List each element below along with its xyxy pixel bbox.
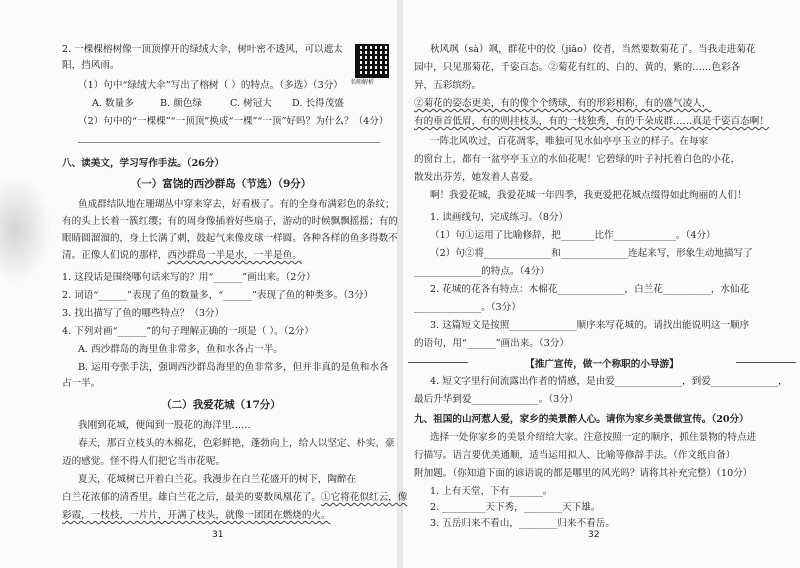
passage2-underlined-c: ②菊花的姿态更美，有的像个个绣球，有的形彩相称，有的盛气凌人， — [414, 98, 712, 109]
passage2-cont-line: 园中，只见那菊花，千姿百态。②菊花有红的、白的、黄的、紫的……色彩各 — [414, 62, 741, 73]
passage2-underlined-a: ①它将花似红云，像 — [321, 492, 408, 503]
passage2-cont-line: 一阵北风吹过，百花凋零，唯独可见水仙亭亭玉立的样子。在每家 — [430, 136, 709, 147]
passage2-q1-part1: （1）句①运用了比喻修辞，把_______比作_____________。（4分） — [430, 230, 716, 241]
passage2-q2: 2. 花城的花各有特点：木棉花______________，白兰花__________，水仙花 — [430, 284, 750, 295]
passage1-line: 有的头上长着一簇红缨；有的周身像插着好些扇子，游动的时候飘飘摇摇；有的 — [62, 216, 398, 227]
q2-option-a: A. 数量多 — [92, 98, 134, 109]
extra-item-1: 1. 上有天堂，下有_______。 — [430, 486, 553, 497]
passage2-text: 白兰花浓郁的清香里。雄白兰花之后，最美的要数凤凰花了。 — [62, 492, 322, 503]
passage2-cont-line: 的窗台上，都有一盆亭亭玉立的水仙花呢！它碧绿的叶子衬托着白色的小花， — [414, 154, 741, 165]
passage2-line: 春天，那百立枝头的木棉花，色彩鲜艳，蓬勃向上，给人以坚定、朴实、豪 — [78, 438, 395, 449]
q2-part2: （2）句中的“一棵棵”“一顶顶”换成“一棵”“一顶”好吗？为什么？（4分） — [78, 116, 389, 127]
extra-heading: 附加题。（你知道下面的谚语说的都是哪里的风光吗？请将其补充完整）（10分） — [414, 468, 753, 479]
extra-item-2: 2. _________天下秀，________天下雄。 — [430, 502, 601, 513]
q2-part1: （1）句中“绿绒大伞”写出了榕树（ ）的特点。（多选）（3分） — [78, 80, 343, 91]
passage2-q3: 3. 这篇短文是按照______________顺序来写花城的。请找出能说明这一顺序 — [430, 320, 750, 331]
passage1-line — [62, 250, 302, 262]
passage2-cont-line: 异，五彩缤纷。 — [414, 80, 482, 91]
q2-option-b: B. 颜色绿 — [160, 98, 202, 109]
passage1-q4: 4. 下列对画“______”的句子理解正确的一项是（ ）。（2分） — [62, 326, 314, 337]
passage1-q4-option-b-cont: 占一半。 — [62, 378, 101, 389]
passage1-q1: 1. 这段话是围绕哪句话来写的？用“______”画出来。（2分） — [62, 272, 316, 283]
passage2-q4: 4. 短文字里行间流露出作者的情感，是由爱______________，到爱______________， — [430, 376, 788, 387]
passage1-q3: 3. 找出描写了鱼的哪些特点？（3分） — [62, 308, 225, 319]
passage2-line: 迈的感觉。怪不得人们把它当市花呢。 — [62, 456, 226, 467]
passage2-q1-part2-cont: ______________的特点。（4分） — [414, 266, 550, 277]
section9-line: 选择一处你家乡的美景介绍给大家。注意按照一定的顺序，抓住景物的特点进 — [430, 432, 757, 443]
passage2-q1-part2: （2）句②将______________和______________连起来写，形象生动地描写了 — [430, 248, 753, 259]
extra-item-3: 3. 五岳归来不看山，________归来不看岳。 — [430, 518, 615, 529]
passage2-q3-cont: 的语句，用“______”画出来。（3分） — [414, 338, 570, 349]
passage2-line: 夏天，花城树已开着白兰花。我漫步在白兰花盛开的树下，陶醉在 — [78, 474, 357, 485]
passage2-line: 我刚到花城，便闻到一股花的海洋里…… — [78, 420, 251, 431]
passage1-q4-option-b: B. 运用夸张手法，强调西沙群岛海里的鱼非常多，但并非真的是鱼和水各 — [78, 362, 389, 373]
passage2-cont-line: 秋风飒（sà）飒，群花中的佼（jiǎo）佼者，当然要数菊花了。当我走进菊花 — [430, 44, 756, 55]
passage1-q2: 2. 词语“______”表现了鱼的数量多，“______”表现了鱼的种类多。（3分） — [62, 290, 374, 301]
section9-line: 行描写。语言要优美通顺，适当运用拟人、比喻等修辞手法。（作文纸自备） — [414, 450, 736, 461]
page-number-right: 32 — [588, 530, 600, 540]
q2-line1: 2. 一棵棵榕树像一顶顶撑开的绿绒大伞，树叶密不透风，可以遮太 — [62, 44, 343, 55]
passage2-cont-line: 啊！我爱花城，我爱花城一年四季，我更爱把花城点缀得如此绚丽的人们！ — [430, 190, 747, 201]
passage1-underlined: 西沙群岛一半是水，一半是鱼。 — [167, 250, 302, 261]
answer-line[interactable] — [78, 142, 380, 143]
q2-option-d: D. 长得茂盛 — [292, 98, 344, 109]
passage2-q2-cont: ______________。（3分） — [414, 302, 521, 313]
promo-banner: 【推广宣传，做一个称职的小导游】 — [440, 356, 764, 368]
passage2-q4-cont: 最后升华到爱______________。（3分） — [414, 394, 579, 405]
subsection2-title: （二）我爱花城（17分） — [161, 399, 281, 411]
passage2-q1: 1. 读画线句，完成练习。（8分） — [430, 212, 569, 223]
watermark-stamp — [0, 175, 52, 285]
passage1-line: 鱼成群结队地在珊瑚丛中穿来穿去，好看极了。有的全身布满彩色的条纹； — [78, 199, 395, 210]
passage1-text: 清。正像人们说的那样， — [62, 250, 168, 261]
passage2-underlined-d: 有的垂首低眉，有的则挂枝头，有的一枝独秀，有的千朵成群……真是千姿百态啊！ — [414, 116, 769, 127]
subsection1-title: （一）富饶的西沙群岛（节选）（9分） — [130, 178, 312, 190]
passage2-line — [62, 492, 407, 504]
section9-heading: 九、祖国的山河惹人爱，家乡的美景醉人心。请你为家乡美景做宣传。（20分） — [414, 414, 749, 425]
qr-code-icon[interactable] — [355, 44, 389, 78]
passage1-line: 眼睛圆溜溜的，身上长满了刺，鼓起气来像皮球一样圆。各种各样的鱼多得数不 — [62, 233, 398, 244]
section8-heading: 八、读美文，学习写作手法。（26分） — [62, 158, 225, 169]
passage2-cont-line: 散发出芬芳，她发着人喜爱。 — [414, 172, 539, 183]
passage1-q4-option-a: A. 西沙群岛的海里鱼非常多，鱼和水各占一半。 — [78, 344, 283, 355]
page-number-left: 31 — [212, 530, 224, 540]
q2-line2: 阳，挡风雨。 — [62, 60, 120, 71]
qr-label: 名师解析 — [350, 79, 375, 86]
passage2-underlined-b: 彩霞，一枝枝，一片片，开满了枝头，就像一团团在燃烧的火。 — [62, 510, 331, 521]
q2-option-c: C. 树冠大 — [230, 98, 272, 109]
